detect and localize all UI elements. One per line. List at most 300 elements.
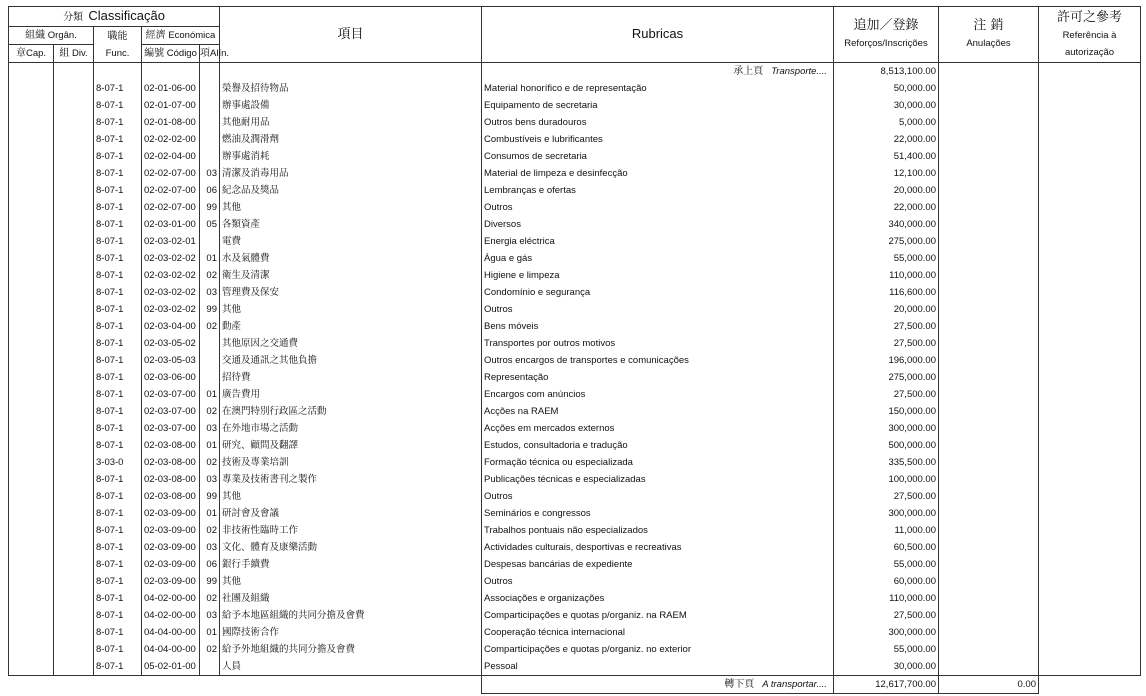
funcional-cell: 8-07-1 [94,250,142,267]
rubrica-zh-cell: 水及氣體費 [220,250,482,267]
reforco-amount-cell: 110,000.00 [834,267,939,284]
referencia-cell [1039,335,1141,352]
rubrica-pt-cell: Água e gás [482,250,834,267]
rubrica-pt-cell: Higiene e limpeza [482,267,834,284]
rubrica-pt-cell: Despesas bancárias de expediente [482,556,834,573]
rubrica-zh-cell: 銀行手續費 [220,556,482,573]
alinea-cell: 03 [200,471,220,488]
anulacao-cell [939,454,1039,471]
divisao-cell [54,148,94,165]
alinea-cell: 01 [200,624,220,641]
anulacao-cell [939,437,1039,454]
alinea-cell [200,658,220,676]
table-row [9,97,1141,114]
funcional-cell: 8-07-1 [94,131,142,148]
divisao-cell [54,386,94,403]
alinea-cell: 02 [200,267,220,284]
alinea-cell [200,131,220,148]
rubrica-pt-cell: Outros [482,199,834,216]
funcional-cell: 8-07-1 [94,471,142,488]
reforco-amount-cell: 20,000.00 [834,182,939,199]
anulacao-cell [939,522,1039,539]
codigo-cell: 02-03-02-02 [142,284,200,301]
capitulo-cell [9,403,54,420]
rubrica-zh-cell: 給予外地組織的共同分擔及會費 [220,641,482,658]
referencia-cell [1039,505,1141,522]
table-row [9,573,1141,590]
referencia-cell [1039,199,1141,216]
table-row [9,590,1141,607]
reforco-amount-cell: 300,000.00 [834,624,939,641]
alinea-cell: 02 [200,403,220,420]
referencia-cell [1039,590,1141,607]
organica-header: 組織 Orgân. [9,27,94,45]
referencia-cell [1039,471,1141,488]
reforco-amount-cell: 150,000.00 [834,403,939,420]
alinea-cell: 01 [200,437,220,454]
capitulo-cell [9,488,54,505]
divisao-cell [54,607,94,624]
codigo-cell: 02-03-08-00 [142,437,200,454]
table-row [9,216,1141,233]
referencia-cell [1039,624,1141,641]
referencia-cell [1039,97,1141,114]
economica-header: 經濟 Económica [142,27,220,45]
reforco-amount-cell: 55,000.00 [834,641,939,658]
codigo-cell: 02-03-08-00 [142,488,200,505]
reforco-amount-cell: 116,600.00 [834,284,939,301]
referencia-cell [1039,114,1141,131]
capitulo-cell [9,505,54,522]
alinea-cell: 06 [200,556,220,573]
anulacao-cell [939,216,1039,233]
codigo-cell: 04-02-00-00 [142,607,200,624]
divisao-cell [54,182,94,199]
rubrica-pt-cell: Comparticipações e quotas p/organiz. na RAEM [482,607,834,624]
carry-out-amount: 12,617,700.00 [834,676,939,694]
funcional-cell: 8-07-1 [94,420,142,437]
referencia-cell [1039,284,1141,301]
divisao-cell [54,165,94,182]
funcional-cell: 8-07-1 [94,607,142,624]
table-row [9,284,1141,301]
divisao-cell [54,556,94,573]
codigo-cell: 02-02-04-00 [142,148,200,165]
rubrica-zh-cell: 各類資產 [220,216,482,233]
referencia-cell [1039,607,1141,624]
capitulo-cell [9,233,54,250]
table-row [9,386,1141,403]
rubrica-pt-cell: Condomínio e segurança [482,284,834,301]
capitulo-cell [9,454,54,471]
capitulo-cell [9,556,54,573]
anulacao-cell [939,573,1039,590]
rubrica-zh-cell: 其他 [220,301,482,318]
rubrica-zh-cell: 辦事處消耗 [220,148,482,165]
alinea-cell: 01 [200,250,220,267]
capitulo-cell [9,131,54,148]
table-row [9,369,1141,386]
funcional-cell: 8-07-1 [94,148,142,165]
codigo-cell: 02-03-05-02 [142,335,200,352]
codigo-cell: 02-03-02-01 [142,233,200,250]
anulacao-cell [939,80,1039,97]
codigo-cell: 02-03-09-00 [142,505,200,522]
table-row [9,80,1141,97]
divisao-cell [54,97,94,114]
funcional-cell: 8-07-1 [94,403,142,420]
rubrica-zh-cell: 其他 [220,573,482,590]
rubrica-zh-cell: 社團及組織 [220,590,482,607]
classificacao-header: 分類 Classificação [9,7,220,27]
rubrica-pt-cell: Representação [482,369,834,386]
rubrica-zh-cell: 其他 [220,488,482,505]
capitulo-cell [9,539,54,556]
rubrica-zh-cell: 其他 [220,199,482,216]
rubrica-zh-cell: 非技術性臨時工作 [220,522,482,539]
funcional-cell: 8-07-1 [94,318,142,335]
capitulo-cell [9,284,54,301]
rubrica-zh-cell: 其他原因之交通費 [220,335,482,352]
anulacao-cell [939,199,1039,216]
reforco-amount-cell: 5,000.00 [834,114,939,131]
table-row [9,641,1141,658]
divisao-cell [54,131,94,148]
referencia-cell [1039,386,1141,403]
reforco-amount-cell: 196,000.00 [834,352,939,369]
anulacao-cell [939,131,1039,148]
anulacao-cell [939,182,1039,199]
divisao-cell [54,539,94,556]
anulacao-cell [939,267,1039,284]
table-row [9,131,1141,148]
alinea-cell [200,352,220,369]
table-row [9,471,1141,488]
reforco-amount-cell: 300,000.00 [834,420,939,437]
capitulo-cell [9,250,54,267]
referencia-cell [1039,267,1141,284]
alinea-cell [200,148,220,165]
capitulo-cell [9,216,54,233]
anulacao-cell [939,165,1039,182]
referencia-cell [1039,318,1141,335]
alinea-cell [200,80,220,97]
capitulo-cell [9,182,54,199]
divisao-cell [54,216,94,233]
capitulo-cell [9,641,54,658]
table-row [9,539,1141,556]
reforco-amount-cell: 30,000.00 [834,658,939,676]
anulacao-cell [939,641,1039,658]
referencia-cell [1039,556,1141,573]
funcional-cell: 8-07-1 [94,590,142,607]
divisao-cell [54,573,94,590]
capitulo-cell [9,624,54,641]
rubrica-zh-cell: 研究、顧問及翻譯 [220,437,482,454]
reforco-amount-cell: 11,000.00 [834,522,939,539]
alinea-cell: 02 [200,641,220,658]
reforco-amount-cell: 60,000.00 [834,573,939,590]
codigo-cell: 02-03-07-00 [142,403,200,420]
capitulo-cell [9,607,54,624]
budget-table [8,6,1141,694]
reforco-amount-cell: 60,500.00 [834,539,939,556]
referencia-cell [1039,573,1141,590]
alinea-cell: 99 [200,573,220,590]
table-row [9,624,1141,641]
codigo-cell: 02-01-08-00 [142,114,200,131]
reforco-amount-cell: 500,000.00 [834,437,939,454]
codigo-cell: 02-03-07-00 [142,386,200,403]
codigo-cell: 02-03-09-00 [142,539,200,556]
table-row [9,505,1141,522]
referencia-cell [1039,488,1141,505]
alinea-cell [200,114,220,131]
funcional-cell: 8-07-1 [94,437,142,454]
anulacao-cell [939,420,1039,437]
anulacao-cell [939,556,1039,573]
reforco-amount-cell: 55,000.00 [834,250,939,267]
referencia-cell [1039,454,1141,471]
alinea-cell: 06 [200,182,220,199]
codigo-cell: 02-03-02-02 [142,250,200,267]
reforco-amount-cell: 50,000.00 [834,80,939,97]
rubrica-pt-cell: Outros bens duradouros [482,114,834,131]
divisao-cell [54,114,94,131]
carry-out-anulacoes: 0.00 [939,676,1039,694]
codigo-cell: 04-04-00-00 [142,624,200,641]
rubrica-pt-cell: Outros encargos de transportes e comunicações [482,352,834,369]
rubrica-pt-cell: Combustíveis e lubrificantes [482,131,834,148]
funcional-cell: 8-07-1 [94,505,142,522]
anulacao-cell [939,386,1039,403]
reforco-amount-cell: 275,000.00 [834,233,939,250]
funcional-cell: 8-07-1 [94,165,142,182]
divisao-cell [54,488,94,505]
anulacao-cell [939,505,1039,522]
reforco-amount-cell: 300,000.00 [834,505,939,522]
reforco-amount-cell: 22,000.00 [834,199,939,216]
capitulo-cell [9,369,54,386]
rubrica-pt-cell: Consumos de secretaria [482,148,834,165]
anulacao-cell [939,97,1039,114]
capitulo-cell [9,97,54,114]
funcional-cell: 8-07-1 [94,386,142,403]
reforco-amount-cell: 27,500.00 [834,386,939,403]
capitulo-cell [9,148,54,165]
alinea-cell: 02 [200,454,220,471]
rubrica-zh-cell: 管理費及保安 [220,284,482,301]
table-row [9,488,1141,505]
rubrica-pt-cell: Acções na RAEM [482,403,834,420]
capitulo-cell [9,301,54,318]
carry-in-row: 承上頁 Transporte.... 8,513,100.00 [9,63,1141,81]
rubrica-pt-cell: Material de limpeza e desinfecção [482,165,834,182]
anulacao-cell [939,403,1039,420]
table-row [9,420,1141,437]
alinea-cell: 05 [200,216,220,233]
codigo-cell: 02-02-07-00 [142,165,200,182]
table-row [9,267,1141,284]
table-row [9,352,1141,369]
rubrica-zh-cell: 動產 [220,318,482,335]
table-row [9,454,1141,471]
capitulo-cell [9,386,54,403]
referencia-cell [1039,182,1141,199]
rubrica-zh-cell: 其他耐用品 [220,114,482,131]
funcional-header: 職能 Func. [94,27,142,63]
alinea-cell [200,335,220,352]
funcional-cell: 8-07-1 [94,573,142,590]
reforco-amount-cell: 55,000.00 [834,556,939,573]
alinea-cell: 03 [200,420,220,437]
funcional-cell: 8-07-1 [94,335,142,352]
capitulo-cell [9,114,54,131]
anulacao-cell [939,658,1039,676]
capitulo-cell [9,165,54,182]
rubrica-zh-cell: 在外地市場之活動 [220,420,482,437]
rubrica-pt-cell: Publicações técnicas e especializadas [482,471,834,488]
alinea-header: 項Alín. [200,45,220,63]
carry-in-amount: 8,513,100.00 [834,63,939,81]
codigo-cell: 02-03-09-00 [142,522,200,539]
anulacao-cell [939,233,1039,250]
carry-out-row: 轉下頁 A transportar.... 12,617,700.00 0.00 [9,676,1141,694]
alinea-cell: 99 [200,301,220,318]
anulacoes-header: 注 銷 Anulações [939,7,1039,63]
rubricas-pt-header: Rubricas [482,7,834,63]
rubrica-pt-cell: Equipamento de secretaria [482,97,834,114]
table-row [9,233,1141,250]
table-row [9,403,1141,420]
alinea-cell: 03 [200,607,220,624]
capitulo-cell [9,420,54,437]
capitulo-cell [9,658,54,676]
funcional-cell: 8-07-1 [94,182,142,199]
rubrica-zh-cell: 人員 [220,658,482,676]
funcional-cell: 8-07-1 [94,522,142,539]
anulacao-cell [939,318,1039,335]
codigo-cell: 02-01-06-00 [142,80,200,97]
referencia-cell [1039,250,1141,267]
divisao-cell [54,454,94,471]
table-row [9,199,1141,216]
rubrica-zh-cell: 燃油及潤滑劑 [220,131,482,148]
capitulo-cell [9,335,54,352]
rubrica-pt-cell: Energia eléctrica [482,233,834,250]
divisao-cell [54,352,94,369]
referencia-cell [1039,131,1141,148]
divisao-cell [54,80,94,97]
reforco-amount-cell: 27,500.00 [834,318,939,335]
referencia-cell [1039,539,1141,556]
reforco-amount-cell: 335,500.00 [834,454,939,471]
anulacao-cell [939,488,1039,505]
divisao-cell [54,471,94,488]
alinea-cell: 01 [200,505,220,522]
rubrica-zh-cell: 衛生及清潔 [220,267,482,284]
rubrica-pt-cell: Estudos, consultadoria e tradução [482,437,834,454]
funcional-cell: 8-07-1 [94,233,142,250]
table-row [9,658,1141,676]
reforco-amount-cell: 30,000.00 [834,97,939,114]
codigo-cell: 02-03-09-00 [142,573,200,590]
budget-page [8,6,1140,690]
anulacao-cell [939,590,1039,607]
funcional-cell: 8-07-1 [94,80,142,97]
reforco-amount-cell: 27,500.00 [834,607,939,624]
codigo-cell: 02-02-07-00 [142,182,200,199]
codigo-cell: 02-03-02-02 [142,267,200,284]
divisao-cell [54,624,94,641]
funcional-cell: 8-07-1 [94,539,142,556]
anulacao-cell [939,352,1039,369]
referencia-cell [1039,641,1141,658]
alinea-cell: 02 [200,590,220,607]
alinea-cell: 02 [200,522,220,539]
capitulo-cell [9,199,54,216]
funcional-cell: 8-07-1 [94,301,142,318]
rubrica-pt-cell: Outros [482,301,834,318]
divisao-cell [54,641,94,658]
rubrica-zh-cell: 辦事處設備 [220,97,482,114]
codigo-cell: 02-02-07-00 [142,199,200,216]
funcional-cell: 8-07-1 [94,369,142,386]
capitulo-cell [9,80,54,97]
rubrica-zh-cell: 廣告費用 [220,386,482,403]
anulacao-cell [939,471,1039,488]
codigo-cell: 04-04-00-00 [142,641,200,658]
rubrica-zh-cell: 交通及通訊之其他負擔 [220,352,482,369]
funcional-cell: 8-07-1 [94,488,142,505]
referencia-cell [1039,165,1141,182]
capitulo-cell [9,318,54,335]
rubrica-zh-cell: 電費 [220,233,482,250]
rubrica-pt-cell: Outros [482,488,834,505]
table-row [9,522,1141,539]
codigo-cell: 02-03-05-03 [142,352,200,369]
reforco-amount-cell: 12,100.00 [834,165,939,182]
codigo-cell: 02-03-01-00 [142,216,200,233]
referencia-cell [1039,148,1141,165]
table-row [9,165,1141,182]
rubrica-zh-cell: 研討會及會議 [220,505,482,522]
divisao-cell [54,301,94,318]
funcional-cell: 8-07-1 [94,114,142,131]
referencia-cell [1039,437,1141,454]
rubrica-pt-cell: Actividades culturais, desportivas e recreativas [482,539,834,556]
rubrica-zh-cell: 文化、體育及康樂活動 [220,539,482,556]
funcional-cell: 8-07-1 [94,284,142,301]
divisao-cell [54,522,94,539]
referencia-cell [1039,403,1141,420]
funcional-cell: 8-07-1 [94,199,142,216]
rubrica-pt-cell: Bens móveis [482,318,834,335]
rubrica-zh-cell: 專業及技術書刊之製作 [220,471,482,488]
funcional-cell: 3-03-0 [94,454,142,471]
funcional-cell: 8-07-1 [94,624,142,641]
codigo-cell: 02-03-08-00 [142,471,200,488]
rubrica-pt-cell: Pessoal [482,658,834,676]
anulacao-cell [939,369,1039,386]
codigo-cell: 02-03-06-00 [142,369,200,386]
rubrica-pt-cell: Seminários e congressos [482,505,834,522]
alinea-cell: 01 [200,386,220,403]
rubrica-pt-cell: Material honorífico e de representação [482,80,834,97]
anulacao-cell [939,624,1039,641]
alinea-cell [200,97,220,114]
table-row [9,556,1141,573]
